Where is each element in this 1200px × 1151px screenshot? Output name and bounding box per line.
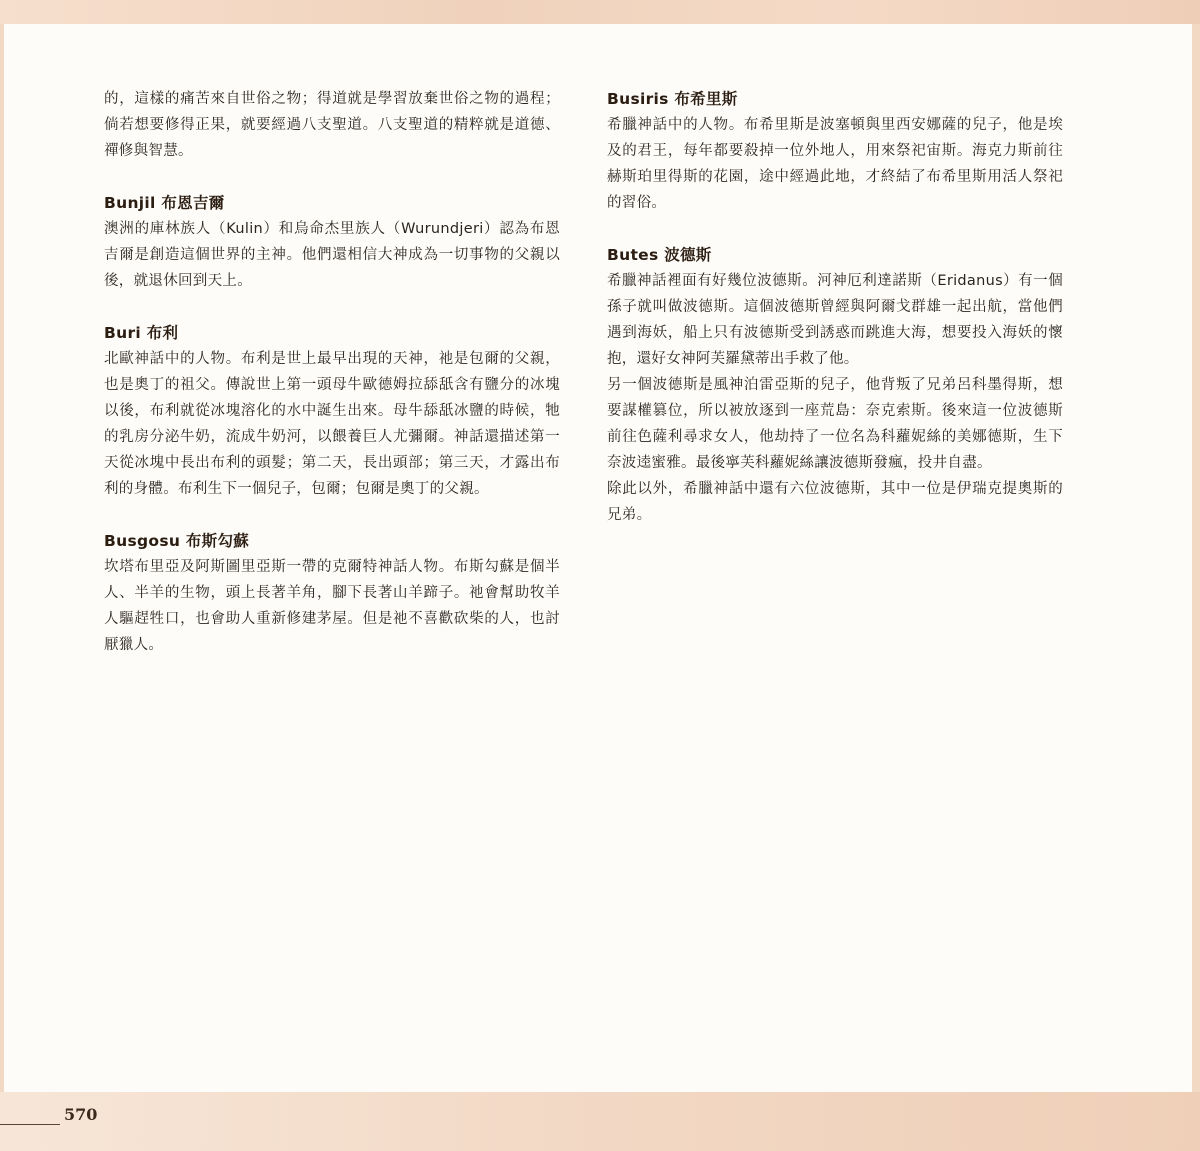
entry-body: 希臘神話中的人物。布希里斯是波塞頓與里西安娜薩的兒子，他是埃及的君王，每年都要殺掉一位外地人，用來祭祀宙斯。海克力斯前往赫斯珀里得斯的花園，途中經過此地，才終結了布希里斯用活人祭祀的習俗。 <box>607 117 1063 211</box>
entry-title: Bunjil 布恩吉爾 <box>104 194 225 212</box>
left-column <box>104 86 560 684</box>
entry-body: 另一個波德斯是風神泊雷亞斯的兒子，他背叛了兄弟呂科墨得斯，想要謀權篡位，所以被放逐到一座荒島：奈克索斯。後來這一位波德斯前往色薩利尋求女人，他劫持了一位名為科蘿妮絲的美娜德斯，生下奈波逵蜜雅。最後寧芙科蘿妮絲讓波德斯發瘋，投井自盡。 <box>607 377 1063 471</box>
entry-title: Busgosu 布斯勾蘇 <box>104 532 250 550</box>
entry-body: 希臘神話裡面有好幾位波德斯。河神厄利達諾斯（Eridanus）有一個孫子就叫做波德斯。這個波德斯曾經與阿爾戈群雄一起出航，當他們遇到海妖，船上只有波德斯受到誘惑而跳進大海，想要投入海妖的懷抱，還好女神阿芙羅黛蒂出手救了他。 <box>607 273 1063 367</box>
scan-bottom-margin <box>0 1092 1200 1151</box>
page-number: 570 <box>64 1105 98 1124</box>
right-column <box>607 86 1063 554</box>
entry-body: 除此以外，希臘神話中還有六位波德斯，其中一位是伊瑞克提奧斯的兄弟。 <box>607 481 1063 523</box>
scan-top-margin <box>0 0 1200 24</box>
entry-body: 坎塔布里亞及阿斯圖里亞斯一帶的克爾特神話人物。布斯勾蘇是個半人、半羊的生物，頭上長著羊角，腳下長著山羊蹄子。祂會幫助牧羊人驅趕牲口，也會助人重新修建茅屋。但是祂不喜歡砍柴的人，也討厭獵人。 <box>104 559 560 653</box>
entry-title: Busiris 布希里斯 <box>607 90 738 108</box>
entry-body: 北歐神話中的人物。布利是世上最早出現的天神，祂是包爾的父親，也是奧丁的祖父。傳說世上第一頭母牛歐德姆拉舔舐含有鹽分的冰塊以後，布利就從冰塊溶化的水中誕生出來。母牛舔舐冰鹽的時候，牠的乳房分泌牛奶，流成牛奶河，以餵養巨人尤彌爾。神話還描述第一天從冰塊中長出布利的頭髮；第二天，長出頭部；第三天，才露出布利的身體。布利生下一個兒子，包爾；包爾是奧丁的父親。 <box>104 351 560 497</box>
entry-buri <box>104 320 560 502</box>
continued-paragraph: 的，這樣的痛苦來自世俗之物；得道就是學習放棄世俗之物的過程；倘若想要修得正果，就要經過八支聖道。八支聖道的精粹就是道德、禪修與智慧。 <box>104 91 560 159</box>
page-number-rule <box>0 1124 60 1125</box>
entry-title: Buri 布利 <box>104 324 179 342</box>
entry-busgosu <box>104 528 560 658</box>
entry-body: 澳洲的庫林族人（Kulin）和烏命杰里族人（Wurundjeri）認為布恩吉爾是創造這個世界的主神。他們還相信大神成為一切事物的父親以後，就退休回到天上。 <box>104 221 560 289</box>
entry-busiris <box>607 86 1063 216</box>
entry-title: Butes 波德斯 <box>607 246 712 264</box>
entry-butes <box>607 242 1063 528</box>
entry-bunjil <box>104 190 560 294</box>
